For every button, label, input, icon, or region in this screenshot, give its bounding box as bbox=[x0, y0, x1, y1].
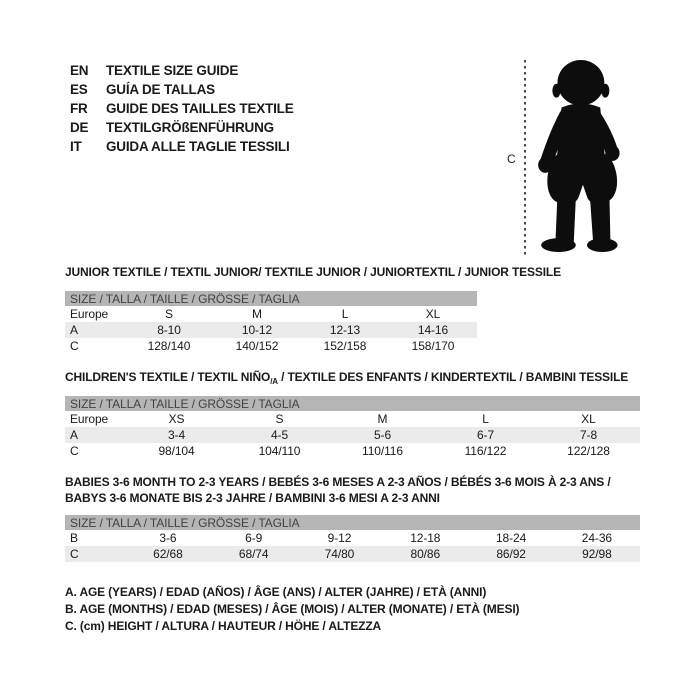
size-cell: S bbox=[165, 307, 173, 321]
language-row-fr bbox=[70, 99, 294, 118]
value-cell: 7-8 bbox=[579, 428, 598, 442]
value-cell: 3-4 bbox=[167, 428, 186, 442]
value-cell: 140/152 bbox=[235, 339, 279, 353]
row-label-cell: A bbox=[70, 428, 78, 442]
value-cell: 104/110 bbox=[258, 444, 301, 458]
height-measure-label: C bbox=[507, 152, 516, 166]
value-cell: 8-10 bbox=[157, 323, 181, 337]
value-cell: 3-6 bbox=[159, 531, 177, 545]
table-row-height bbox=[65, 546, 640, 562]
row-label-cell: Europe bbox=[70, 412, 109, 426]
language-row-en bbox=[70, 61, 294, 80]
heading-subscript: /A bbox=[270, 376, 278, 386]
table-rows bbox=[65, 306, 477, 354]
heading-line-2: BABYS 3-6 MONATE BIS 2-3 JAHRE / BAMBINI 3-6 MESI A 2-3 ANNI bbox=[65, 491, 440, 505]
note-height-cm: C. (cm) HEIGHT / ALTURA / HAUTEUR / HÖHE / ALTEZZA bbox=[65, 619, 382, 633]
value-cell: 12-13 bbox=[329, 323, 361, 337]
table-rows bbox=[65, 411, 640, 459]
value-cell: 128/140 bbox=[147, 339, 191, 353]
junior-section-heading: JUNIOR TEXTILE / TEXTIL JUNIOR/ TEXTILE JUNIOR / JUNIORTEXTIL / JUNIOR TESSILE bbox=[65, 265, 561, 279]
size-cell: XS bbox=[168, 412, 185, 426]
children-size-table bbox=[65, 396, 640, 459]
language-row-it bbox=[70, 137, 294, 156]
value-cell: 12-18 bbox=[410, 531, 441, 545]
row-label-cell: C bbox=[70, 339, 79, 353]
language-title: GUIDE DES TAILLES TEXTILE bbox=[106, 101, 294, 116]
size-bar-heading: SIZE / TALLA / TAILLE / GRÖSSE / TAGLIA bbox=[65, 515, 640, 530]
size-cell: L bbox=[341, 307, 349, 321]
language-title-block bbox=[70, 61, 294, 156]
language-title: GUÍA DE TALLAS bbox=[106, 82, 215, 97]
size-cell: XL bbox=[581, 412, 596, 426]
row-label-cell: Europe bbox=[70, 307, 109, 321]
size-cell: XL bbox=[425, 307, 441, 321]
value-cell: 62/68 bbox=[153, 547, 183, 561]
value-cell: 5-6 bbox=[373, 428, 392, 442]
table-row-age bbox=[65, 427, 640, 443]
value-cell: 116/122 bbox=[464, 444, 507, 458]
value-cell: 6-7 bbox=[476, 428, 495, 442]
row-label-cell: B bbox=[70, 531, 78, 545]
note-age-months: B. AGE (MONTHS) / EDAD (MESES) / ÂGE (MOIS) / ALTER (MONATE) / ETÀ (MESI) bbox=[65, 602, 520, 616]
row-label-cell: A bbox=[70, 323, 78, 337]
value-cell: 98/104 bbox=[158, 444, 195, 458]
value-cell: 110/116 bbox=[362, 444, 403, 458]
value-cell: 18-24 bbox=[495, 531, 527, 545]
language-title: TEXTILGRÖßENFÜHRUNG bbox=[106, 120, 274, 135]
value-cell: 86/92 bbox=[496, 547, 526, 561]
value-cell: 68/74 bbox=[238, 547, 269, 561]
note-age-years: A. AGE (YEARS) / EDAD (AÑOS) / ÂGE (ANS) / ALTER (JAHRE) / ETÀ (ANNI) bbox=[65, 585, 487, 599]
baby-silhouette-icon bbox=[531, 58, 643, 256]
row-label-cell: C bbox=[70, 547, 79, 561]
size-bar-heading: SIZE / TALLA / TAILLE / GRÖSSE / TAGLIA bbox=[65, 396, 640, 411]
value-cell: 24-36 bbox=[581, 531, 612, 545]
baby-figure bbox=[505, 55, 650, 261]
language-code: FR bbox=[70, 101, 88, 116]
value-cell: 158/170 bbox=[411, 339, 455, 353]
row-label-cell: C bbox=[70, 444, 79, 458]
legend-notes bbox=[65, 584, 519, 635]
value-cell: 4-5 bbox=[270, 428, 289, 442]
heading-line-1: BABIES 3-6 MONTH TO 2-3 YEARS / BEBÉS 3-6 MESES A 2-3 AÑOS / BÉBÉS 3-6 MOIS À 2-3 ANS / bbox=[65, 475, 611, 489]
table-row-europe bbox=[65, 306, 477, 322]
value-cell: 6-9 bbox=[245, 531, 263, 545]
language-title: TEXTILE SIZE GUIDE bbox=[106, 63, 239, 78]
babies-size-table bbox=[65, 515, 640, 562]
size-cell: L bbox=[482, 412, 489, 426]
table-row-europe bbox=[65, 411, 640, 427]
size-cell: M bbox=[377, 412, 388, 426]
babies-section-heading bbox=[65, 474, 611, 506]
language-row-de bbox=[70, 118, 294, 137]
language-row-es bbox=[70, 80, 294, 99]
language-code: ES bbox=[70, 82, 88, 97]
heading-text: CHILDREN'S TEXTILE / TEXTIL NIÑO bbox=[65, 370, 271, 384]
value-cell: 80/86 bbox=[410, 547, 441, 561]
table-row-height bbox=[65, 338, 477, 354]
table-rows bbox=[65, 530, 640, 562]
value-cell: 9-12 bbox=[327, 531, 352, 545]
value-cell: 122/128 bbox=[567, 444, 610, 458]
language-code: IT bbox=[70, 139, 82, 154]
size-cell: S bbox=[275, 412, 284, 426]
value-cell: 74/80 bbox=[324, 547, 355, 561]
language-code: EN bbox=[70, 63, 89, 78]
children-section-heading bbox=[65, 369, 628, 387]
table-row-age-months bbox=[65, 530, 640, 546]
value-cell: 152/158 bbox=[323, 339, 367, 353]
table-row-height bbox=[65, 443, 640, 459]
value-cell: 92/98 bbox=[582, 547, 612, 561]
size-cell: M bbox=[252, 307, 262, 321]
junior-size-table bbox=[65, 291, 477, 354]
value-cell: 14-16 bbox=[417, 323, 449, 337]
heading-text: / TEXTILE DES ENFANTS / KINDERTEXTIL / BAMBINI TESSILE bbox=[277, 370, 629, 384]
value-cell: 10-12 bbox=[241, 323, 273, 337]
language-code: DE bbox=[70, 120, 89, 135]
table-row-age bbox=[65, 322, 477, 338]
height-measure-line bbox=[524, 60, 526, 258]
language-title: GUIDA ALLE TAGLIE TESSILI bbox=[106, 139, 290, 154]
size-bar-heading: SIZE / TALLA / TAILLE / GRÖSSE / TAGLIA bbox=[65, 291, 477, 306]
